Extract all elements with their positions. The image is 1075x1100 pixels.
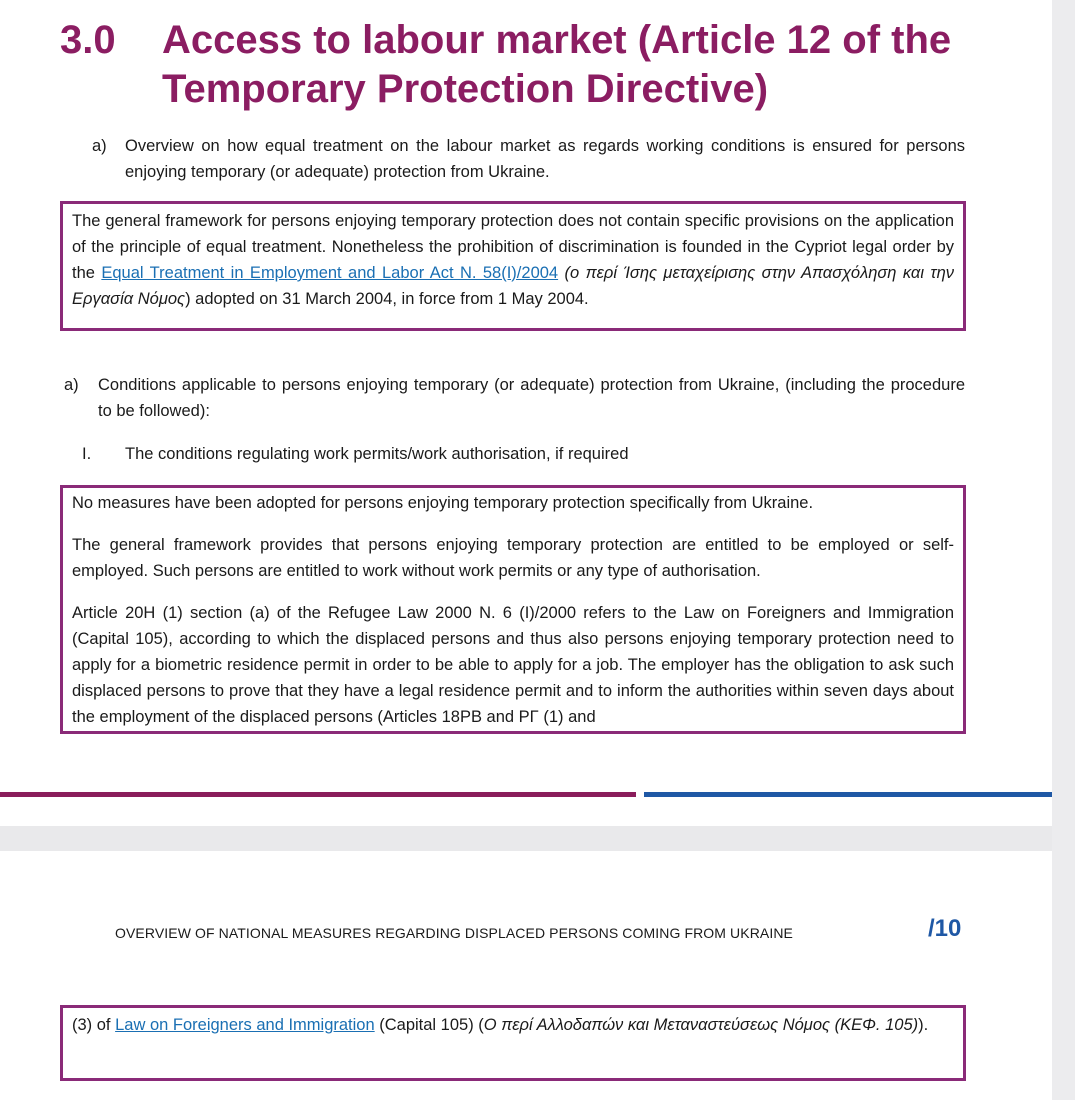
- answer-text: ).: [918, 1016, 929, 1034]
- section-number: 3.0: [60, 18, 116, 62]
- answer-paragraph: [72, 208, 954, 312]
- list-marker: a): [92, 137, 107, 155]
- question-paragraph: Overview on how equal treatment on the labour market as regards working conditions is ensured for persons enjoying temporary (or adequate) protection from Ukraine.: [125, 137, 965, 181]
- answer-paragraph: The general framework provides that persons enjoying temporary protection are entitled to be employed or self-employed. Such persons are entitled to work without work permits or any type of authorisation.: [72, 536, 954, 580]
- footer-rule-blue: [644, 792, 1052, 797]
- answer-paragraph: [72, 1012, 954, 1038]
- answer-box: [60, 485, 966, 734]
- legal-act-link[interactable]: Law on Foreigners and Immigration: [115, 1016, 375, 1034]
- list-marker: a): [64, 376, 79, 394]
- greek-act-title: (ο περί Ίσης μεταχείρισης στην Απασχόληση και την Εργασία Νόμος: [72, 264, 955, 308]
- answer-text: The general framework for persons enjoying temporary protection does not contain specific provisions on the application of the principle of equal treatment. Nonetheless the prohibition of discrimination is founded in the Cypriot legal order by the: [72, 212, 954, 282]
- viewer-background-strip: [1052, 0, 1075, 1100]
- subsection-heading: The conditions regulating work permits/work authorisation, if required: [125, 445, 629, 463]
- page-number: /10: [928, 915, 962, 942]
- legal-act-link[interactable]: Equal Treatment in Employment and Labor Act N. 58(I)/2004: [101, 264, 559, 282]
- answer-box: [60, 1005, 966, 1081]
- answer-text: (Capital 105) (: [374, 1016, 484, 1034]
- question-paragraph: Conditions applicable to persons enjoying temporary (or adequate) protection from Ukraine, (including the procedure to be followed):: [98, 376, 965, 420]
- answer-box: [60, 201, 966, 331]
- list-marker: I.: [82, 445, 92, 463]
- section-title: Access to labour market (Article 12 of the Temporary Protection Directive): [162, 18, 952, 111]
- running-title: OVERVIEW OF NATIONAL MEASURES REGARDING DISPLACED PERSONS COMING FROM UKRAINE: [115, 925, 793, 941]
- document-page: [0, 851, 1052, 1100]
- answer-paragraph: No measures have been adopted for persons enjoying temporary protection specifically from Ukraine.: [72, 494, 814, 512]
- greek-act-title: Ο περί Αλλοδαπών και Μεταναστεύσεως Νόμος (ΚΕΦ. 105): [483, 1016, 919, 1034]
- answer-text: ) adopted on 31 March 2004, in force from 1 May 2004.: [185, 290, 589, 308]
- footer-rule-magenta: [0, 792, 636, 797]
- answer-text: (3) of: [72, 1016, 116, 1034]
- answer-paragraph: Article 20H (1) section (a) of the Refugee Law 2000 N. 6 (I)/2000 refers to the Law on Foreigners and Immigration (Capital 105), according to which the displaced persons and thus also persons enjoying temporary protection need to apply for a biometric residence permit in order to be able to apply for a job. The employer has the obligation to ask such displaced persons to prove that they have a legal residence permit and to inform the authorities within seven days about the employment of the displaced persons (Articles 18PB and PΓ (1) and: [72, 604, 954, 726]
